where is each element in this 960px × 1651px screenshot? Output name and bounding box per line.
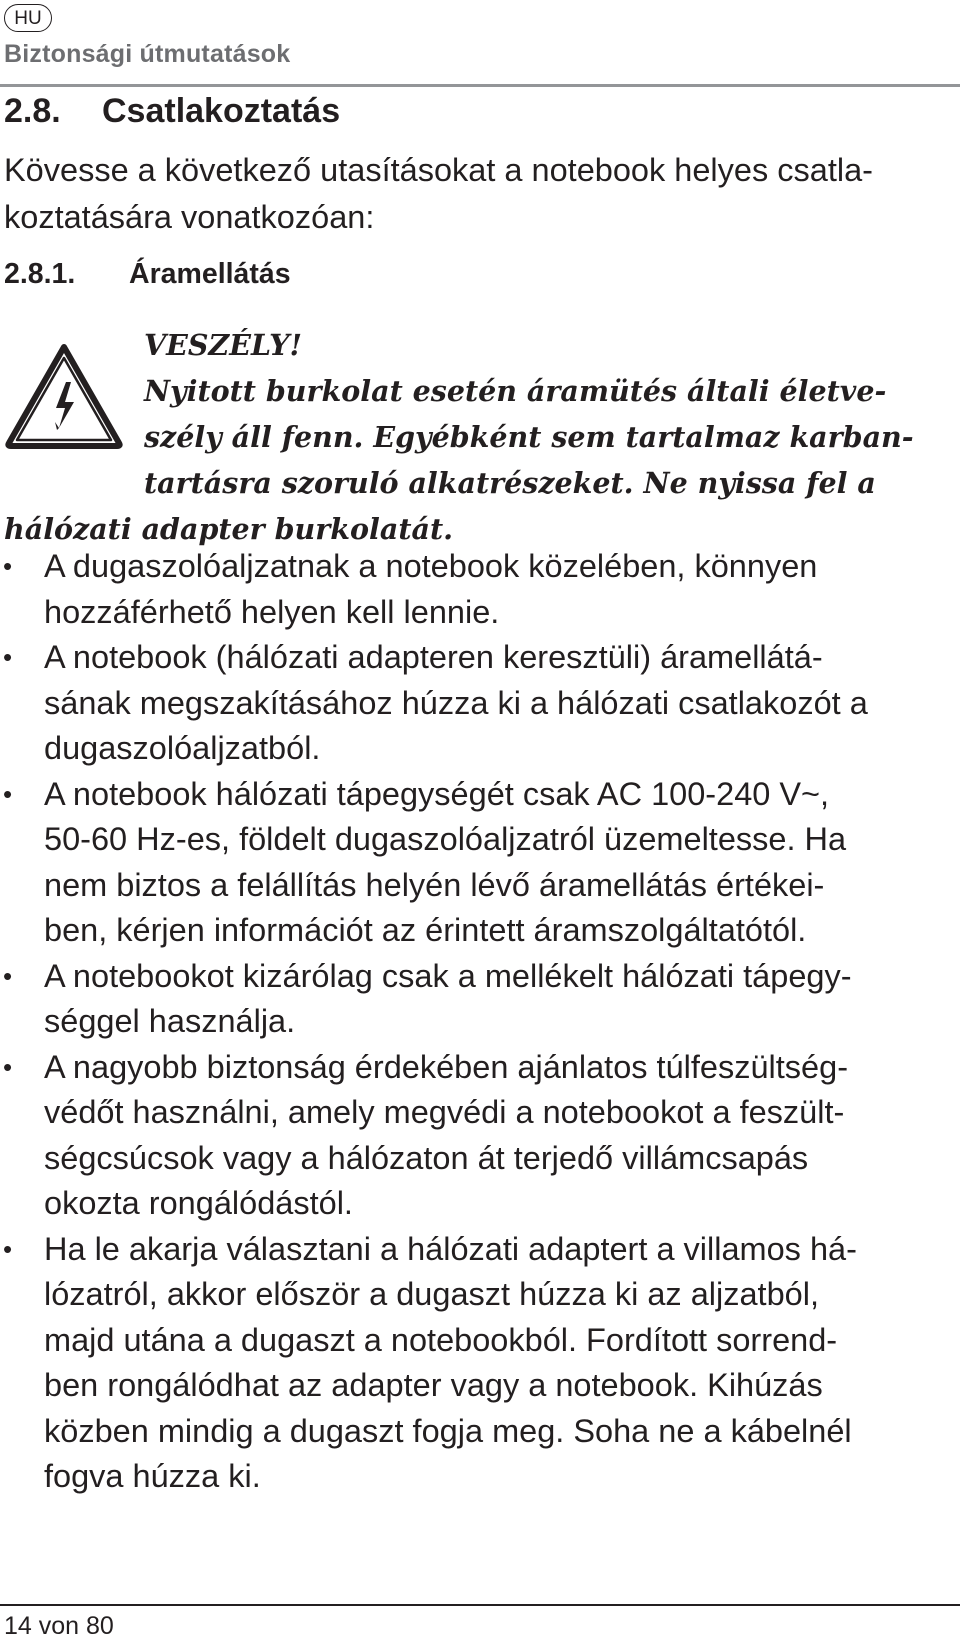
- intro-line: Kövesse a következő utasításokat a notebook helyes csatla-: [4, 152, 873, 188]
- list-item-line: ben rongálódhat az adapter vagy a notebook. Kihúzás: [44, 1367, 823, 1403]
- list-item-line: majd utána a dugaszt a notebookból. Fordított sorrend-: [44, 1321, 838, 1358]
- list-item-line: séggel használja.: [44, 1003, 296, 1039]
- list-item-line: Ha le akarja választani a hálózati adaptert a villamos há-: [44, 1230, 857, 1267]
- list-item-line: ségcsúcsok vagy a hálózaton át terjedő villámcsapás: [44, 1139, 809, 1176]
- bullet-icon: •: [3, 1051, 13, 1082]
- danger-warning: [4, 322, 919, 552]
- section-title: Csatlakoztatás: [102, 92, 341, 130]
- language-badge: HU: [4, 4, 52, 32]
- safety-bullet-list: [0, 544, 950, 1500]
- subsection-number: 2.8.1.: [4, 258, 76, 290]
- page-number: 14 von 80: [4, 1612, 114, 1640]
- list-item-line: A nagyobb biztonság érdekében ajánlatos túlfeszültség-: [44, 1048, 849, 1085]
- warning-line: hálózati adapter burkolatát.: [4, 512, 454, 546]
- bullet-icon: •: [3, 1233, 13, 1264]
- warning-title: VESZÉLY!: [144, 328, 303, 362]
- list-item-line: A notebookot kizárólag csak a mellékelt hálózati tápegy-: [44, 957, 852, 994]
- list-item-line: nem biztos a felállítás helyén lévő áramellátás értékei-: [44, 866, 825, 903]
- list-item: [0, 635, 950, 772]
- list-item: [0, 772, 950, 954]
- list-item: [0, 544, 950, 635]
- bullet-icon: •: [3, 642, 13, 672]
- section-header: Biztonsági útmutatások: [4, 40, 291, 68]
- list-item-line: ben, kérjen információt az érintett áramszolgáltatótól.: [44, 912, 807, 948]
- warning-line: Nyitott burkolat esetén áramütés általi életve-: [144, 374, 887, 408]
- list-item-line: lózatról, akkor először a dugaszt húzza ki az aljzatból,: [44, 1276, 819, 1312]
- footer-divider: [0, 1604, 960, 1606]
- subsection-title: Áramellátás: [129, 258, 291, 290]
- list-item: [0, 1045, 950, 1227]
- intro-line: koztatására vonatkozóan:: [4, 199, 375, 235]
- list-item-line: A dugaszolóaljzatnak a notebook közelében, könnyen: [44, 548, 818, 584]
- list-item-line: közben mindig a dugaszt fogja meg. Soha ne a kábelnél: [44, 1412, 852, 1449]
- bullet-icon: •: [3, 960, 13, 991]
- bullet-icon: •: [3, 551, 13, 581]
- list-item-line: fogva húzza ki.: [44, 1458, 261, 1494]
- list-item-line: A notebook hálózati tápegységét csak AC 100-240 V~,: [44, 775, 830, 812]
- warning-line: szély áll fenn. Egyébként sem tartalmaz karban-: [144, 420, 914, 454]
- list-item-line: hozzáférhető helyen kell lennie.: [44, 593, 500, 630]
- list-item-line: sának megszakításához húzza ki a hálózati csatlakozót a: [44, 684, 868, 721]
- bullet-icon: •: [3, 778, 13, 809]
- list-item-line: védőt használni, amely megvédi a notebookot a feszült-: [44, 1094, 845, 1130]
- warning-line: tartásra szoruló alkatrészeket. Ne nyissa fel a: [144, 466, 876, 500]
- intro-paragraph: [4, 147, 934, 241]
- list-item-line: dugaszolóaljzatból.: [44, 730, 321, 766]
- section-number: 2.8.: [4, 92, 61, 130]
- subsection-heading: [4, 254, 291, 294]
- list-item: [0, 954, 950, 1045]
- list-item-line: okozta rongálódástól.: [44, 1185, 353, 1221]
- list-item-line: A notebook (hálózati adapteren keresztüli) áramellátá-: [44, 639, 823, 675]
- list-item-line: 50-60 Hz-es, földelt dugaszolóaljzatról üzemeltesse. Ha: [44, 821, 847, 857]
- section-heading: [4, 86, 340, 136]
- list-item: [0, 1227, 950, 1500]
